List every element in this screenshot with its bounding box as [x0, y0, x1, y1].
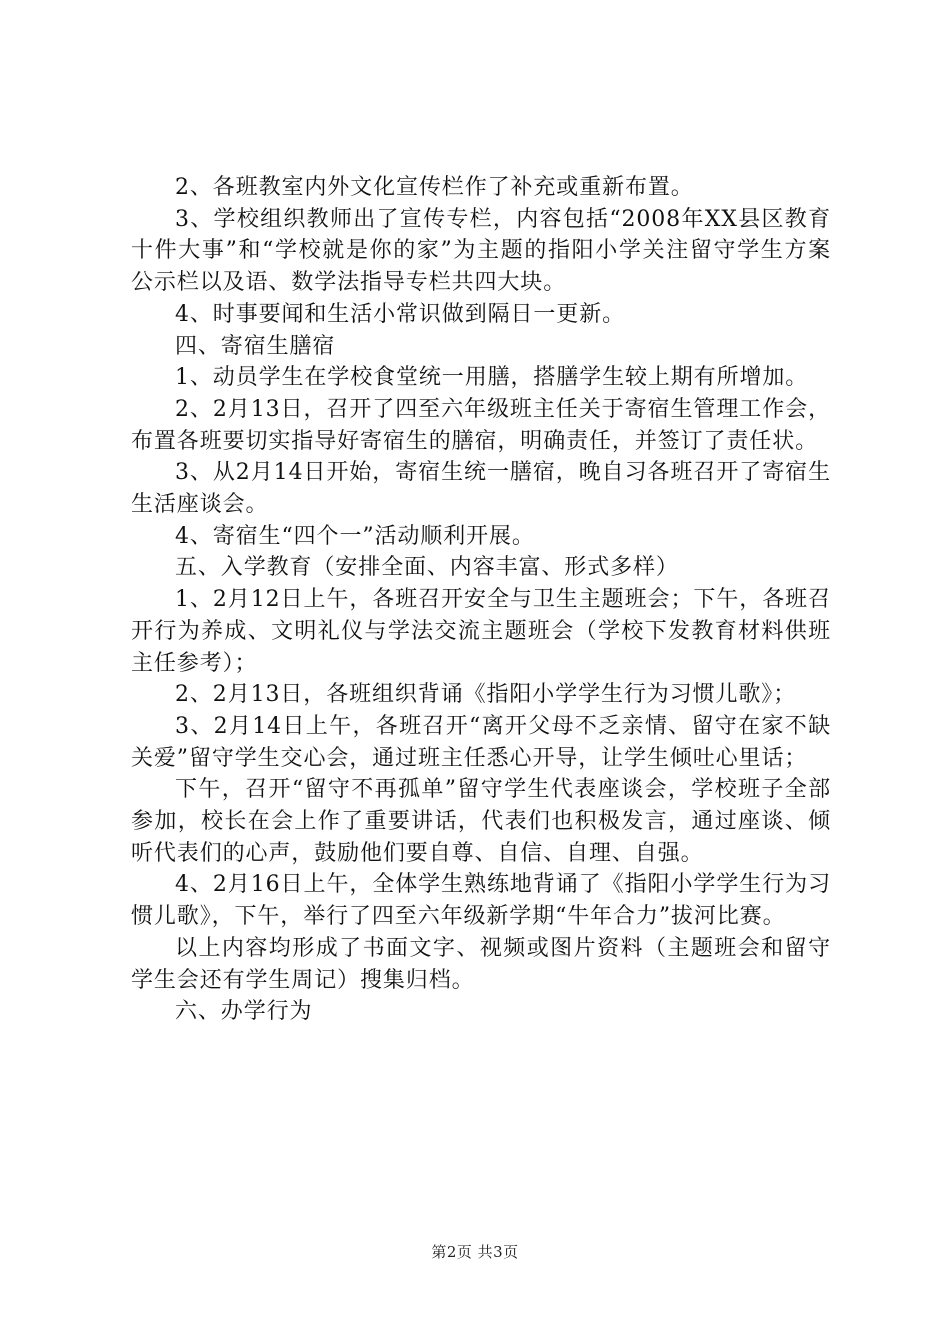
section-heading-5: 五、入学教育（安排全面、内容丰富、形式多样） — [175, 555, 679, 581]
section-heading-4: 四、寄宿生膳宿 — [175, 333, 336, 359]
paragraph-1: 2、各班教室内外文化宣传栏作了补充或重新布置。 — [175, 175, 694, 200]
paragraph-14: 4、2月16日上午，全体学生熟练地背诵了《指阳小学学生行为习惯儿歌》，下午，举行了四至六年级新学期“牛年合力”拔河比赛。 — [131, 872, 831, 930]
paragraph-10: 1、2月12日上午，各班召开安全与卫生主题班会；下午，各班召开行为养成、文明礼仪与学法交流主题班会（学校下发教育材料供班主任参考）； — [131, 587, 831, 676]
paragraph-2: 3、学校组织教师出了宣传专栏，内容包括“2008年XX县区教育十件大事”和“学校就是你的家”为主题的指阳小学关注留守学生方案公示栏以及语、数学法指导专栏共四大块。 — [131, 206, 831, 296]
paragraph-5: 1、动员学生在学校食堂统一用膳，搭膳学生较上期有所增加。 — [175, 365, 809, 391]
paragraph-13: 下午，召开“留守不再孤单”留守学生代表座谈会，学校班子全部参加，校长在会上作了重要讲话，代表们也积极发言，通过座谈、倾听代表们的心声，鼓励他们要自尊、自信、自理、自强。 — [131, 777, 831, 866]
paragraph-11: 2、2月13日，各班组织背诵《指阳小学学生行为习惯儿歌》； — [175, 682, 797, 708]
paragraph-3: 4、时事要闻和生活小常识做到隔日一更新。 — [175, 301, 625, 327]
paragraph-12: 3、2月14日上午，各班召开“离开父母不乏亲情、留守在家不缺关爱”留守学生交心会，通过班主任悉心开导，让学生倾吐心里话； — [131, 713, 831, 771]
page-number-footer: 第2页 共3页 — [431, 1243, 519, 1261]
paragraph-8: 4、寄宿生“四个一”活动顺利开展。 — [175, 523, 535, 549]
section-heading-6: 六、办学行为 — [175, 999, 313, 1025]
paragraph-6: 2、2月13日，召开了四至六年级班主任关于寄宿生管理工作会，布置各班要切实指导好寄宿生的膳宿，明确责任，并签订了责任状。 — [131, 396, 831, 454]
paragraph-7: 3、从2月14日开始，寄宿生统一膳宿，晚自习各班召开了寄宿生生活座谈会。 — [131, 460, 831, 518]
paragraph-15: 以上内容均形成了书面文字、视频或图片资料（主题班会和留守学生会还有学生周记）搜集归档。 — [131, 935, 831, 993]
document-body — [131, 172, 831, 1028]
